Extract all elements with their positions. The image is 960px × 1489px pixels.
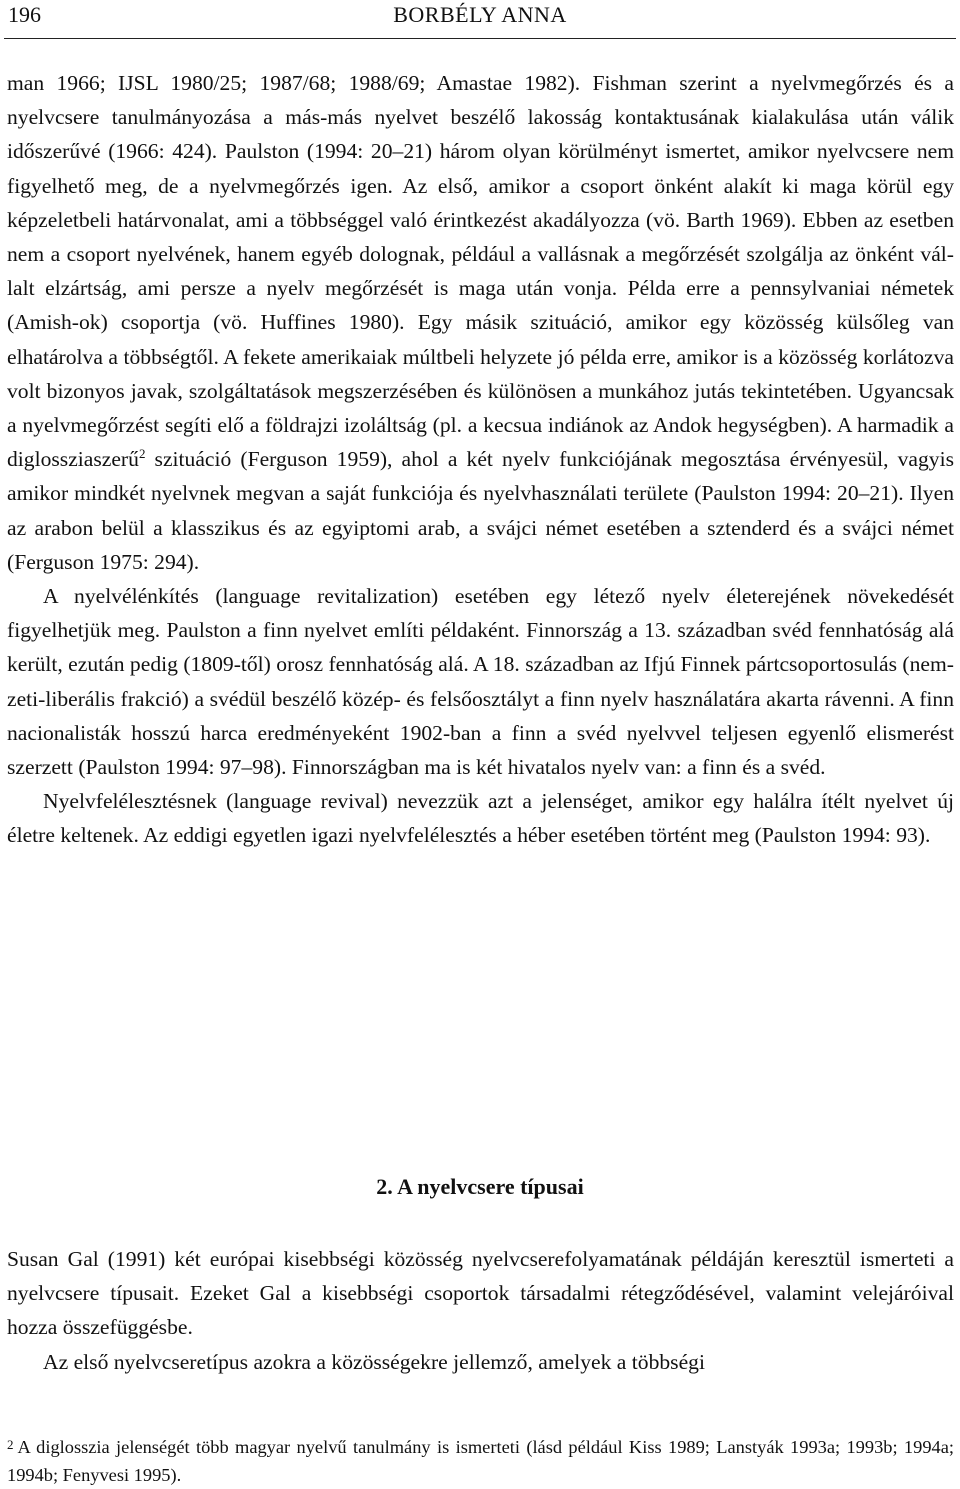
paragraph: Az első nyelvcseretípus azokra a közösségekre jellemző, amelyek a többségi [43, 1349, 705, 1374]
footnote-reference[interactable]: 2 [138, 446, 146, 462]
paragraph-text: A nyelvélénkítés (language revitalization) esetében egy létező nyelv életerejének növekedését figyelhetjük meg. Paulston a finn nyelvet említi példaként. Finnország a 13. században svéd fennhatóság alá került, ezután pedig (1809-től) orosz fennhatóság alá. A 18. században az Ifjú Finnek pártcsoportosulás (nemzeti-liberális frakció) a svédül beszélő közép- és felsőosztályt a finn nyelv használatára akarta rávenni. A finn nacionalisták hosszú harca eredményeként 1902-ban a finn a svéd nyelvvel teljesen egyenlő elismerést szerzett (Paulston 1994: 97–98). Finnországban ma is két hivatalos nyelv van: a finn és a svéd. [7, 584, 954, 780]
section-text [7, 1242, 954, 1379]
footnote-mark: 2 [7, 1437, 14, 1452]
paragraph-text: Nyelvfelélesztésnek (language revival) nevezzük azt a jelenséget, amikor egy halálra ítélt nyelvet új életre keltenek. Az eddigi egyetlen igazi nyelvfelélesztés a héber esetében történt meg (Paulston 1994: 93). [7, 789, 954, 848]
paragraph [7, 579, 954, 784]
paragraph [7, 784, 954, 852]
footnote-text: A diglosszia jelenségét több magyar nyelvű tanulmány is ismerteti (lásd például Kiss 1989; Lanstyák 1993a; 1993b; 1994a; 1994b; Fenyvesi 1995). [7, 1437, 954, 1486]
main-text [7, 66, 954, 853]
page-number: 196 [8, 2, 41, 27]
paragraph: Susan Gal (1991) két európai kisebbségi közösség nyelvcserefolyamatának példáján keresztül ismerteti a nyelvcsere típusait. Ezeket Gal a kisebbségi csoportok társadalmi rétegződésével, valamint velejáróival hozza összefüggésbe. [7, 1247, 954, 1340]
paragraph [7, 66, 954, 579]
page-header [4, 0, 956, 39]
footnote [7, 1428, 954, 1489]
paragraph-text: man 1966; IJSL 1980/25; 1987/68; 1988/69; Amastae 1982). Fishman szerint a nyelvmegőrzés és a nyelvcsere tanulmányozása a más-más nyelvet beszélő lakosság kontaktusának kialakulása után válik időszerűvé (1966: 424). Paulston (1994: 20–21) három olyan körülményt ismertet, amikor nyelvcsere nem figyelhető meg, de a nyelvmegőrzés igen. Az első, amikor a csoport önként alakít ki maga körül egy képzeletbeli határvonalat, ami a többséggel való érintkezést akadályozza (vö. Barth 1969). Ebben az esetben nem a csoport nyelvének, hanem egyéb dolognak, például a vallásnak a megőrzését szolgálja az önként vállalt elzártság, ami persze a nyelv megőrzését is maga után vonja. Példa erre a pennsylvaniai németek (Amish-ok) csoportja (vö. Huffines 1980). Egy másik szituáció, amikor egy közösség külsőleg van elhatárolva a többségtől. A fekete amerikaiak múltbeli helyzete jó példa erre, amikor is a közösség korlátozva volt bizonyos javak, szolgáltatások megszerzésében és különösen a munkához jutás tekintetében. Ugyancsak a nyelvmegőrzést segíti elő a földrajzi izoláltság (pl. a kecsua indiánok az Andok hegységben). A harmadik a diglossziaszerű [7, 71, 954, 472]
running-head: BORBÉLY ANNA [393, 2, 567, 27]
paragraph-text: szituáció (Ferguson 1959), ahol a két nyelv funkciójának megosztása érvényesül, vagyis amikor mindkét nyelvnek megvan a saját funkciója és nyelvhasználati területe (Paulston 1994: 20–21). Ilyen az arabon belül a klasszikus és az egyiptomi arab, a svájci német esetében a sztenderd és a svájci német (Ferguson 1975: 294). [7, 447, 954, 574]
section-heading: 2. A nyelvcsere típusai [376, 1174, 584, 1199]
